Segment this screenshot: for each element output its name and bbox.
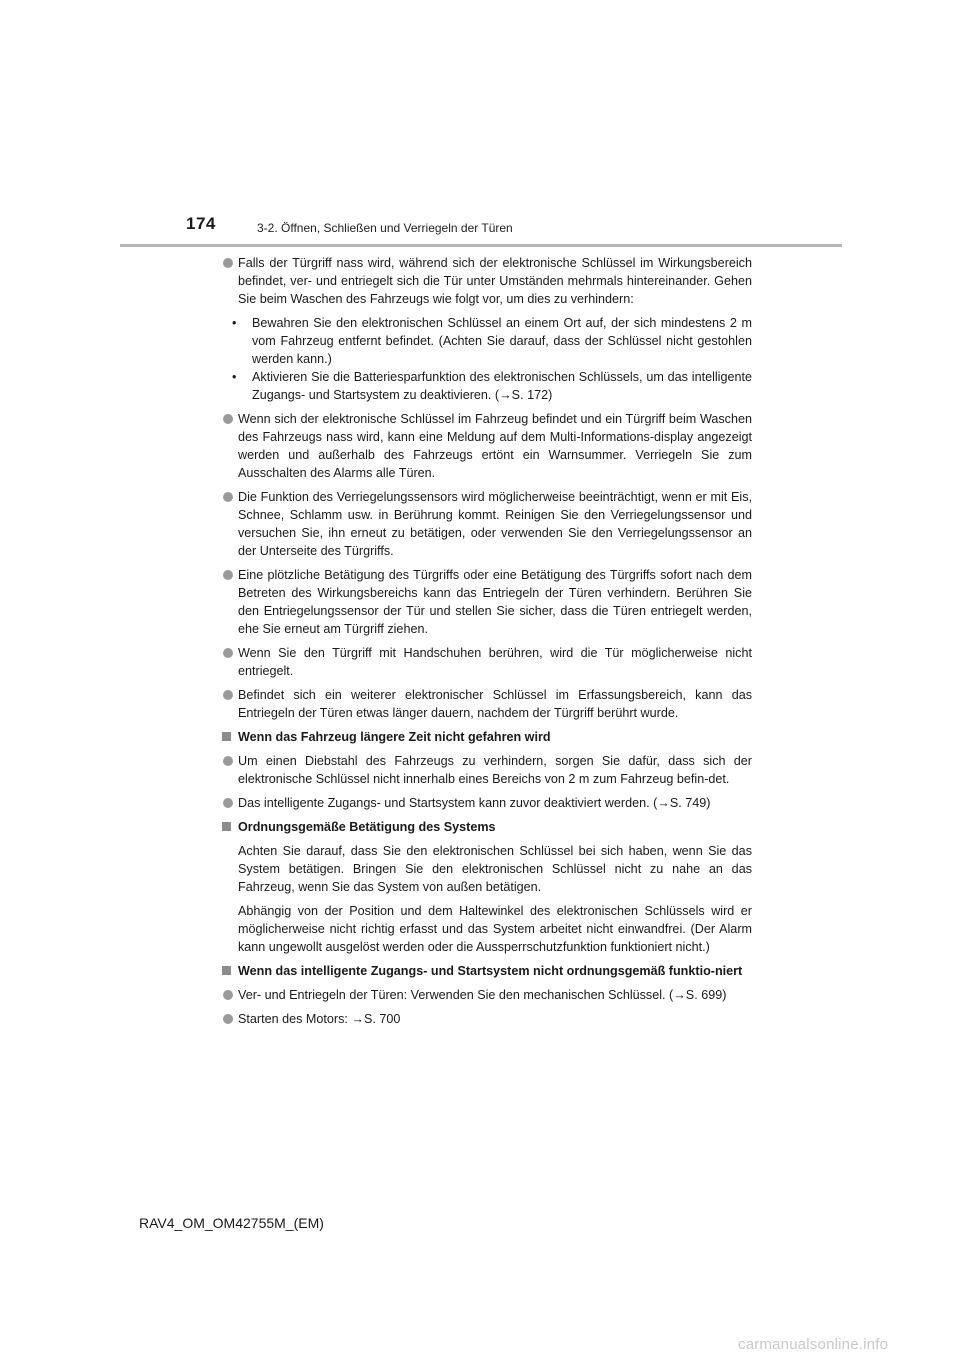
paragraph-text: Falls der Türgriff nass wird, während sich der elektronische Schlüssel im Wirkungsbereich befindet, ver- und entriegelt sich die Tür unter Umständen mehrmals hintereinander. Gehen Sie beim Waschen des Fahrzeugs wie folgt vor, um dies zu verhindern: <box>238 256 752 306</box>
heading-square-icon <box>222 966 231 975</box>
sub-list-item <box>222 368 752 404</box>
page-number: 174 <box>186 214 216 233</box>
bullet-paragraph <box>222 488 752 560</box>
bullet-dot-icon <box>223 414 233 424</box>
body-paragraph <box>222 902 752 956</box>
sub-list-text: Bewahren Sie den elektronischen Schlüssel an einem Ort auf, der sich mindestens 2 m vom Fahrzeug entfernt befindet. (Achten Sie darauf, dass der Schlüssel nicht gestohlen werden kann.) <box>252 316 752 366</box>
paragraph-text: Starten des Motors: →S. 700 <box>238 1012 401 1026</box>
bullet-dot-icon <box>223 990 233 1000</box>
bullet-paragraph <box>222 752 752 788</box>
paragraph-text: Eine plötzliche Betätigung des Türgriffs oder eine Betätigung des Türgriffs sofort nach dem Betreten des Wirkungsbereichs kann das Entriegeln der Türen verhindern. Berühren Sie den Entriegelungssensor der Tür und stellen Sie sicher, dass die Türen entriegelt werden, ehe Sie erneut am Türgriff ziehen. <box>238 568 752 636</box>
bullet-paragraph <box>222 566 752 638</box>
bullet-dot-icon <box>223 648 233 658</box>
watermark-text: carmanualsonline.info <box>738 1336 889 1353</box>
bullet-paragraph <box>222 794 752 812</box>
header-divider <box>120 244 842 247</box>
sub-bullet-icon: • <box>232 370 237 384</box>
bullet-paragraph <box>222 986 752 1004</box>
bullet-dot-icon <box>223 690 233 700</box>
paragraph-text: Befindet sich ein weiterer elektronischer Schlüssel im Erfassungsbereich, kann das Entriegeln der Türen etwas länger dauern, nachdem der Türgriff berührt wurde. <box>238 688 752 720</box>
page-content <box>222 254 752 1034</box>
heading-square-icon <box>222 822 231 831</box>
paragraph-text: Wenn Sie den Türgriff mit Handschuhen berühren, wird die Tür möglicherweise nicht entriegelt. <box>238 646 752 678</box>
paragraph-text: Wenn sich der elektronische Schlüssel im Fahrzeug befindet und ein Türgriff beim Waschen des Fahrzeugs nass wird, kann eine Meldung auf dem Multi-Informations-display angezeigt werden und außerhalb des Fahrzeugs ertönt ein Warnsummer. Verriegeln Sie zum Ausschalten des Alarms alle Türen. <box>238 412 752 480</box>
section-heading <box>222 818 752 836</box>
bullet-dot-icon <box>223 258 233 268</box>
sub-list-item <box>222 314 752 368</box>
bullet-paragraph <box>222 644 752 680</box>
section-heading <box>222 728 752 746</box>
body-paragraph <box>222 842 752 896</box>
paragraph-text: Um einen Diebstahl des Fahrzeugs zu verhindern, sorgen Sie dafür, dass sich der elektronische Schlüssel nicht innerhalb eines Bereichs von 2 m zum Fahrzeug befin-det. <box>238 754 752 786</box>
section-title: 3-2. Öffnen, Schließen und Verriegeln der Türen <box>257 221 513 235</box>
bullet-dot-icon <box>223 1014 233 1024</box>
sub-list <box>222 314 752 404</box>
bullet-paragraph <box>222 1010 752 1028</box>
paragraph-text: Wenn das Fahrzeug längere Zeit nicht gefahren wird <box>238 730 551 744</box>
paragraph-text: Die Funktion des Verriegelungssensors wird möglicherweise beeinträchtigt, wenn er mit Eis, Schnee, Schlamm usw. in Berührung kommt. Reinigen Sie den Verriegelungssensor und versuchen Sie, ihn erneut zu betätigen, oder verwenden Sie den Verriegelungssensor an der Unterseite des Türgriffs. <box>238 490 752 558</box>
paragraph-text: Achten Sie darauf, dass Sie den elektronischen Schlüssel bei sich haben, wenn Sie das System betätigen. Bringen Sie den elektronischen Schlüssel nicht zu nahe an das Fahrzeug, wenn Sie das System von außen betätigen. <box>238 844 752 894</box>
bullet-paragraph <box>222 686 752 722</box>
paragraph-text: Ordnungsgemäße Betätigung des Systems <box>238 820 496 834</box>
heading-square-icon <box>222 732 231 741</box>
document-id: RAV4_OM_OM42755M_(EM) <box>139 1215 324 1231</box>
sub-bullet-icon: • <box>232 316 237 330</box>
section-heading <box>222 962 752 980</box>
bullet-dot-icon <box>223 570 233 580</box>
paragraph-text: Ver- und Entriegeln der Türen: Verwenden Sie den mechanischen Schlüssel. (→S. 699) <box>238 988 727 1002</box>
sub-list-text: Aktivieren Sie die Batteriesparfunktion des elektronischen Schlüssels, um das intelligente Zugangs- und Startsystem zu deaktivieren. (→S. 172) <box>252 370 752 402</box>
bullet-dot-icon <box>223 798 233 808</box>
paragraph-text: Das intelligente Zugangs- und Startsystem kann zuvor deaktiviert werden. (→S. 749) <box>238 796 711 810</box>
paragraph-text: Abhängig von der Position und dem Haltewinkel des elektronischen Schlüssels wird er möglicherweise nicht richtig erfasst und das System arbeitet nicht einwandfrei. (Der Alarm kann ungewollt ausgelöst werden oder die Aussperrschutzfunktion funktioniert nicht.) <box>238 904 752 954</box>
bullet-paragraph <box>222 254 752 308</box>
bullet-dot-icon <box>223 492 233 502</box>
paragraph-text: Wenn das intelligente Zugangs- und Startsystem nicht ordnungsgemäß funktio-niert <box>238 964 743 978</box>
bullet-dot-icon <box>223 756 233 766</box>
bullet-paragraph <box>222 410 752 482</box>
